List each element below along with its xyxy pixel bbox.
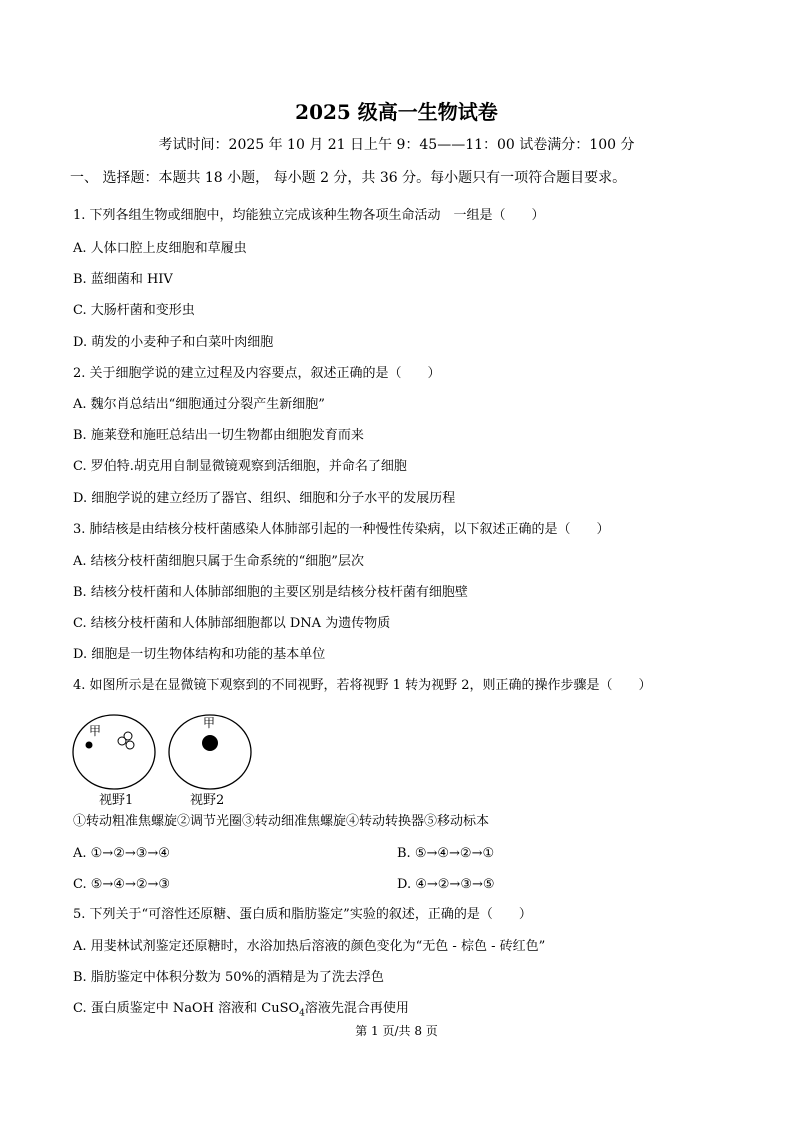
question-1-stem: 1. 下列各组生物或细胞中，均能独立完成该种生物各项生命活动 一组是（ ） [73,208,545,223]
question-3-option-d: D. 细胞是一切生物体结构和功能的基本单位 [73,647,326,662]
field-1-cell-b [124,732,132,740]
question-4-stem: 4. 如图所示是在显微镜下观察到的不同视野，若将视野 1 转为视野 2，则正确的操作步骤是（ ） [73,678,652,693]
question-4-option-c: C. ⑤→④→②→③ [73,877,171,892]
question-2-option-b: B. 施莱登和施旺总结出一切生物都由细胞发育而来 [73,428,364,443]
field-1-target-dot [86,742,93,749]
question-5-option-c-text: C. 蛋白质鉴定中 NaOH 溶液和 CuSO [73,1001,300,1016]
question-3-stem: 3. 肺结核是由结核分枝杆菌感染人体肺部引起的一种慢性传染病，以下叙述正确的是（ ） [73,522,610,537]
question-4-option-b: B. ⑤→④→②→① [397,846,495,861]
question-2-option-c: C. 罗伯特.胡克用自制显微镜观察到活细胞，并命名了细胞 [73,459,407,474]
question-4-steps: ①转动粗准焦螺旋②调节光圈③转动细准焦螺旋④转动转换器⑤移动标本 [73,814,490,829]
question-3-option-b: B. 结核分枝杆菌和人体肺部细胞的主要区别是结核分枝杆菌有细胞壁 [73,585,468,600]
field-1-circle [73,715,155,789]
question-2-option-d: D. 细胞学说的建立经历了器官、组织、细胞和分子水平的发展历程 [73,491,456,506]
page-footer: 第 1 页/共 8 页 [355,1024,438,1038]
question-5-option-c-text-end: 溶液先混合再使用 [304,1001,409,1016]
question-5-option-b: B. 脂肪鉴定中体积分数为 50%的酒精是为了洗去浮色 [73,970,384,985]
question-3-option-a: A. 结核分枝杆菌细胞只属于生命系统的“细胞”层次 [73,554,364,569]
field-2-label-jia: 甲 [203,716,216,730]
field-2-target-dot [202,735,218,751]
section-heading: 一、 选择题：本题共 18 小题， 每小题 2 分，共 36 分。每小题只有一项符合题目要求。 [70,170,627,186]
question-5-option-c [73,1001,409,1022]
question-5-option-c-subscript: 4 [299,1008,305,1019]
field-1-caption: 视野1 [99,793,134,808]
question-4-option-a: A. ①→②→③→④ [73,846,170,861]
question-1-option-d: D. 萌发的小麦种子和白菜叶肉细胞 [73,335,274,350]
question-5-option-a: A. 用斐林试剂鉴定还原糖时，水浴加热后溶液的颜色变化为“无色 - 棕色 - 砖红色” [73,939,546,954]
question-1-option-a: A. 人体口腔上皮细胞和草履虫 [73,241,247,256]
question-1-option-c: C. 大肠杆菌和变形虫 [73,303,195,318]
exam-title: 2025 级高一生物试卷 [295,100,498,124]
question-4-option-d: D. ④→②→③→⑤ [397,877,495,892]
field-1-label-jia: 甲 [89,724,102,738]
field-1-cell-c [126,741,134,749]
field-2-caption: 视野2 [190,793,225,808]
question-1-option-b: B. 蓝细菌和 HIV [73,272,173,287]
exam-subtitle: 考试时间：2025 年 10 月 21 日上午 9：45——11：00 试卷满分：100 分 [158,137,635,153]
question-2-option-a: A. 魏尔肖总结出“细胞通过分裂产生新细胞” [73,397,325,412]
question-3-option-c: C. 结核分枝杆菌和人体肺部细胞都以 DNA 为遗传物质 [73,616,391,631]
question-2-stem: 2. 关于细胞学说的建立过程及内容要点，叙述正确的是（ ） [73,366,441,381]
microscope-fields-figure [72,713,262,808]
question-5-stem: 5. 下列关于“可溶性还原糖、蛋白质和脂肪鉴定”实验的叙述，正确的是（ ） [73,907,532,922]
